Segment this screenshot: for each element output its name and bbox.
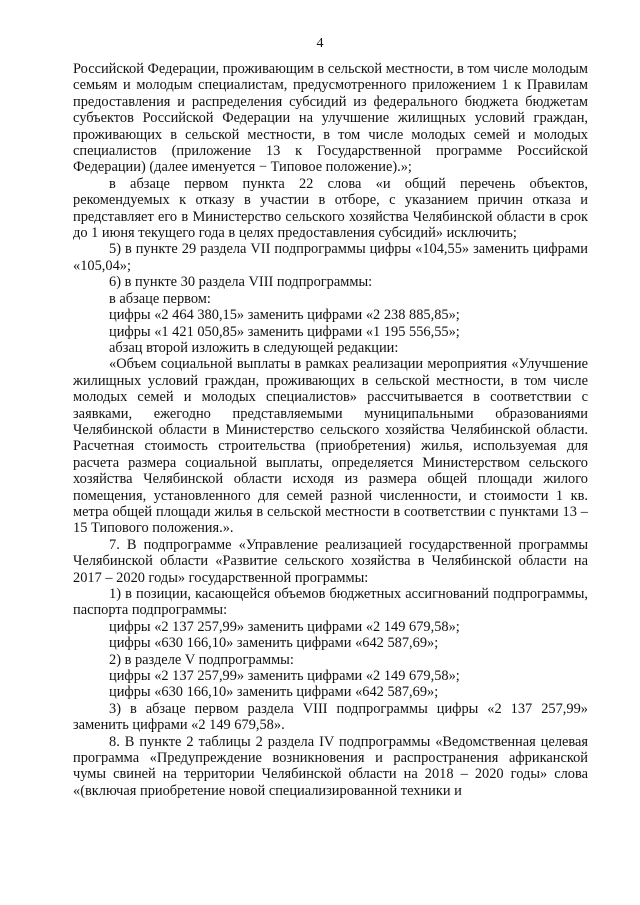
paragraph: цифры «1 421 050,85» заменить цифрами «1 195 556,55»; bbox=[109, 323, 460, 340]
paragraph: 1) в позиции, касающейся объемов бюджетных ассигнований подпрограммы, паспорта подпрограммы: bbox=[73, 586, 588, 619]
paragraph: в абзаце первом пункта 22 слова «и общий перечень объектов, рекомендуемых к отказу в участии в отборе, с указанием причин отказа и представляет его в Министерство сельского хозяйства Челябинской области в срок до 1 июня текущего года в целях предоставления субсидий» исключить; bbox=[73, 175, 588, 242]
paragraph: абзац второй изложить в следующей редакции: bbox=[109, 339, 399, 356]
paragraph: 2) в разделе V подпрограммы: bbox=[109, 651, 294, 668]
paragraph: Российской Федерации, проживающим в сельской местности, в том числе молодым семьям и молодым специалистам, предусмотренного приложением 1 к Правилам предоставления и распределения субсидий из федерального бюджета бюджетам субъектов Российской Федерации на улучшение жилищных условий граждан, проживающих в сельской местности, в том числе молодых семей и молодых специалистов (приложение 13 к Государственной программе Российской Федерации) (далее именуется − Типовое положение).»; bbox=[73, 61, 588, 176]
paragraph: 6) в пункте 30 раздела VIII подпрограммы: bbox=[109, 274, 373, 291]
paragraph: цифры «2 137 257,99» заменить цифрами «2 149 679,58»; bbox=[109, 668, 460, 685]
document-body bbox=[73, 61, 588, 799]
paragraph: цифры «630 166,10» заменить цифрами «642 587,69»; bbox=[109, 684, 439, 701]
paragraph: 5) в пункте 29 раздела VII подпрограммы цифры «104,55» заменить цифрами «105,04»; bbox=[73, 241, 588, 274]
paragraph: 7. В подпрограмме «Управление реализацией государственной программы Челябинской области «Развитие сельского хозяйства в Челябинской области на 2017 – 2020 годы» государственной программы: bbox=[73, 536, 588, 586]
paragraph: в абзаце первом: bbox=[109, 290, 211, 307]
paragraph: 8. В пункте 2 таблицы 2 раздела IV подпрограммы «Ведомственная целевая программа «Предупреждение возникновения и распространения африканской чумы свиней на территории Челябинской области на 2018 – 2020 годы» слова «(включая приобретение новой специализированной техники и bbox=[73, 733, 588, 799]
paragraph: цифры «630 166,10» заменить цифрами «642 587,69»; bbox=[109, 635, 439, 652]
paragraph: цифры «2 464 380,15» заменить цифрами «2 238 885,85»; bbox=[109, 307, 460, 324]
page-number: 4 bbox=[316, 36, 324, 51]
paragraph: цифры «2 137 257,99» заменить цифрами «2 149 679,58»; bbox=[109, 618, 460, 635]
paragraph: 3) в абзаце первом раздела VIII подпрограммы цифры «2 137 257,99» заменить цифрами «2 149 679,58». bbox=[73, 700, 588, 734]
paragraph: «Объем социальной выплаты в рамках реализации мероприятия «Улучшение жилищных условий граждан, проживающих в сельской местности, в том числе молодых семей и молодых специалистов» рассчитывается в соответствии с заявками, ежегодно представляемыми муниципальными образованиями Челябинской области в Министерство сельского хозяйства Челябинской области. Расчетная стоимость строительства (приобретения) жилья, используемая для расчета размера социальной выплаты, определяется Министерством сельского хозяйства Челябинской области исходя из размера общей площади жилого помещения, установленного для семей разной численности, и стоимости 1 кв. метра общей площади жилья в сельской местности в соответствии с пунктами 13 – 15 Типового положения.». bbox=[73, 356, 588, 537]
